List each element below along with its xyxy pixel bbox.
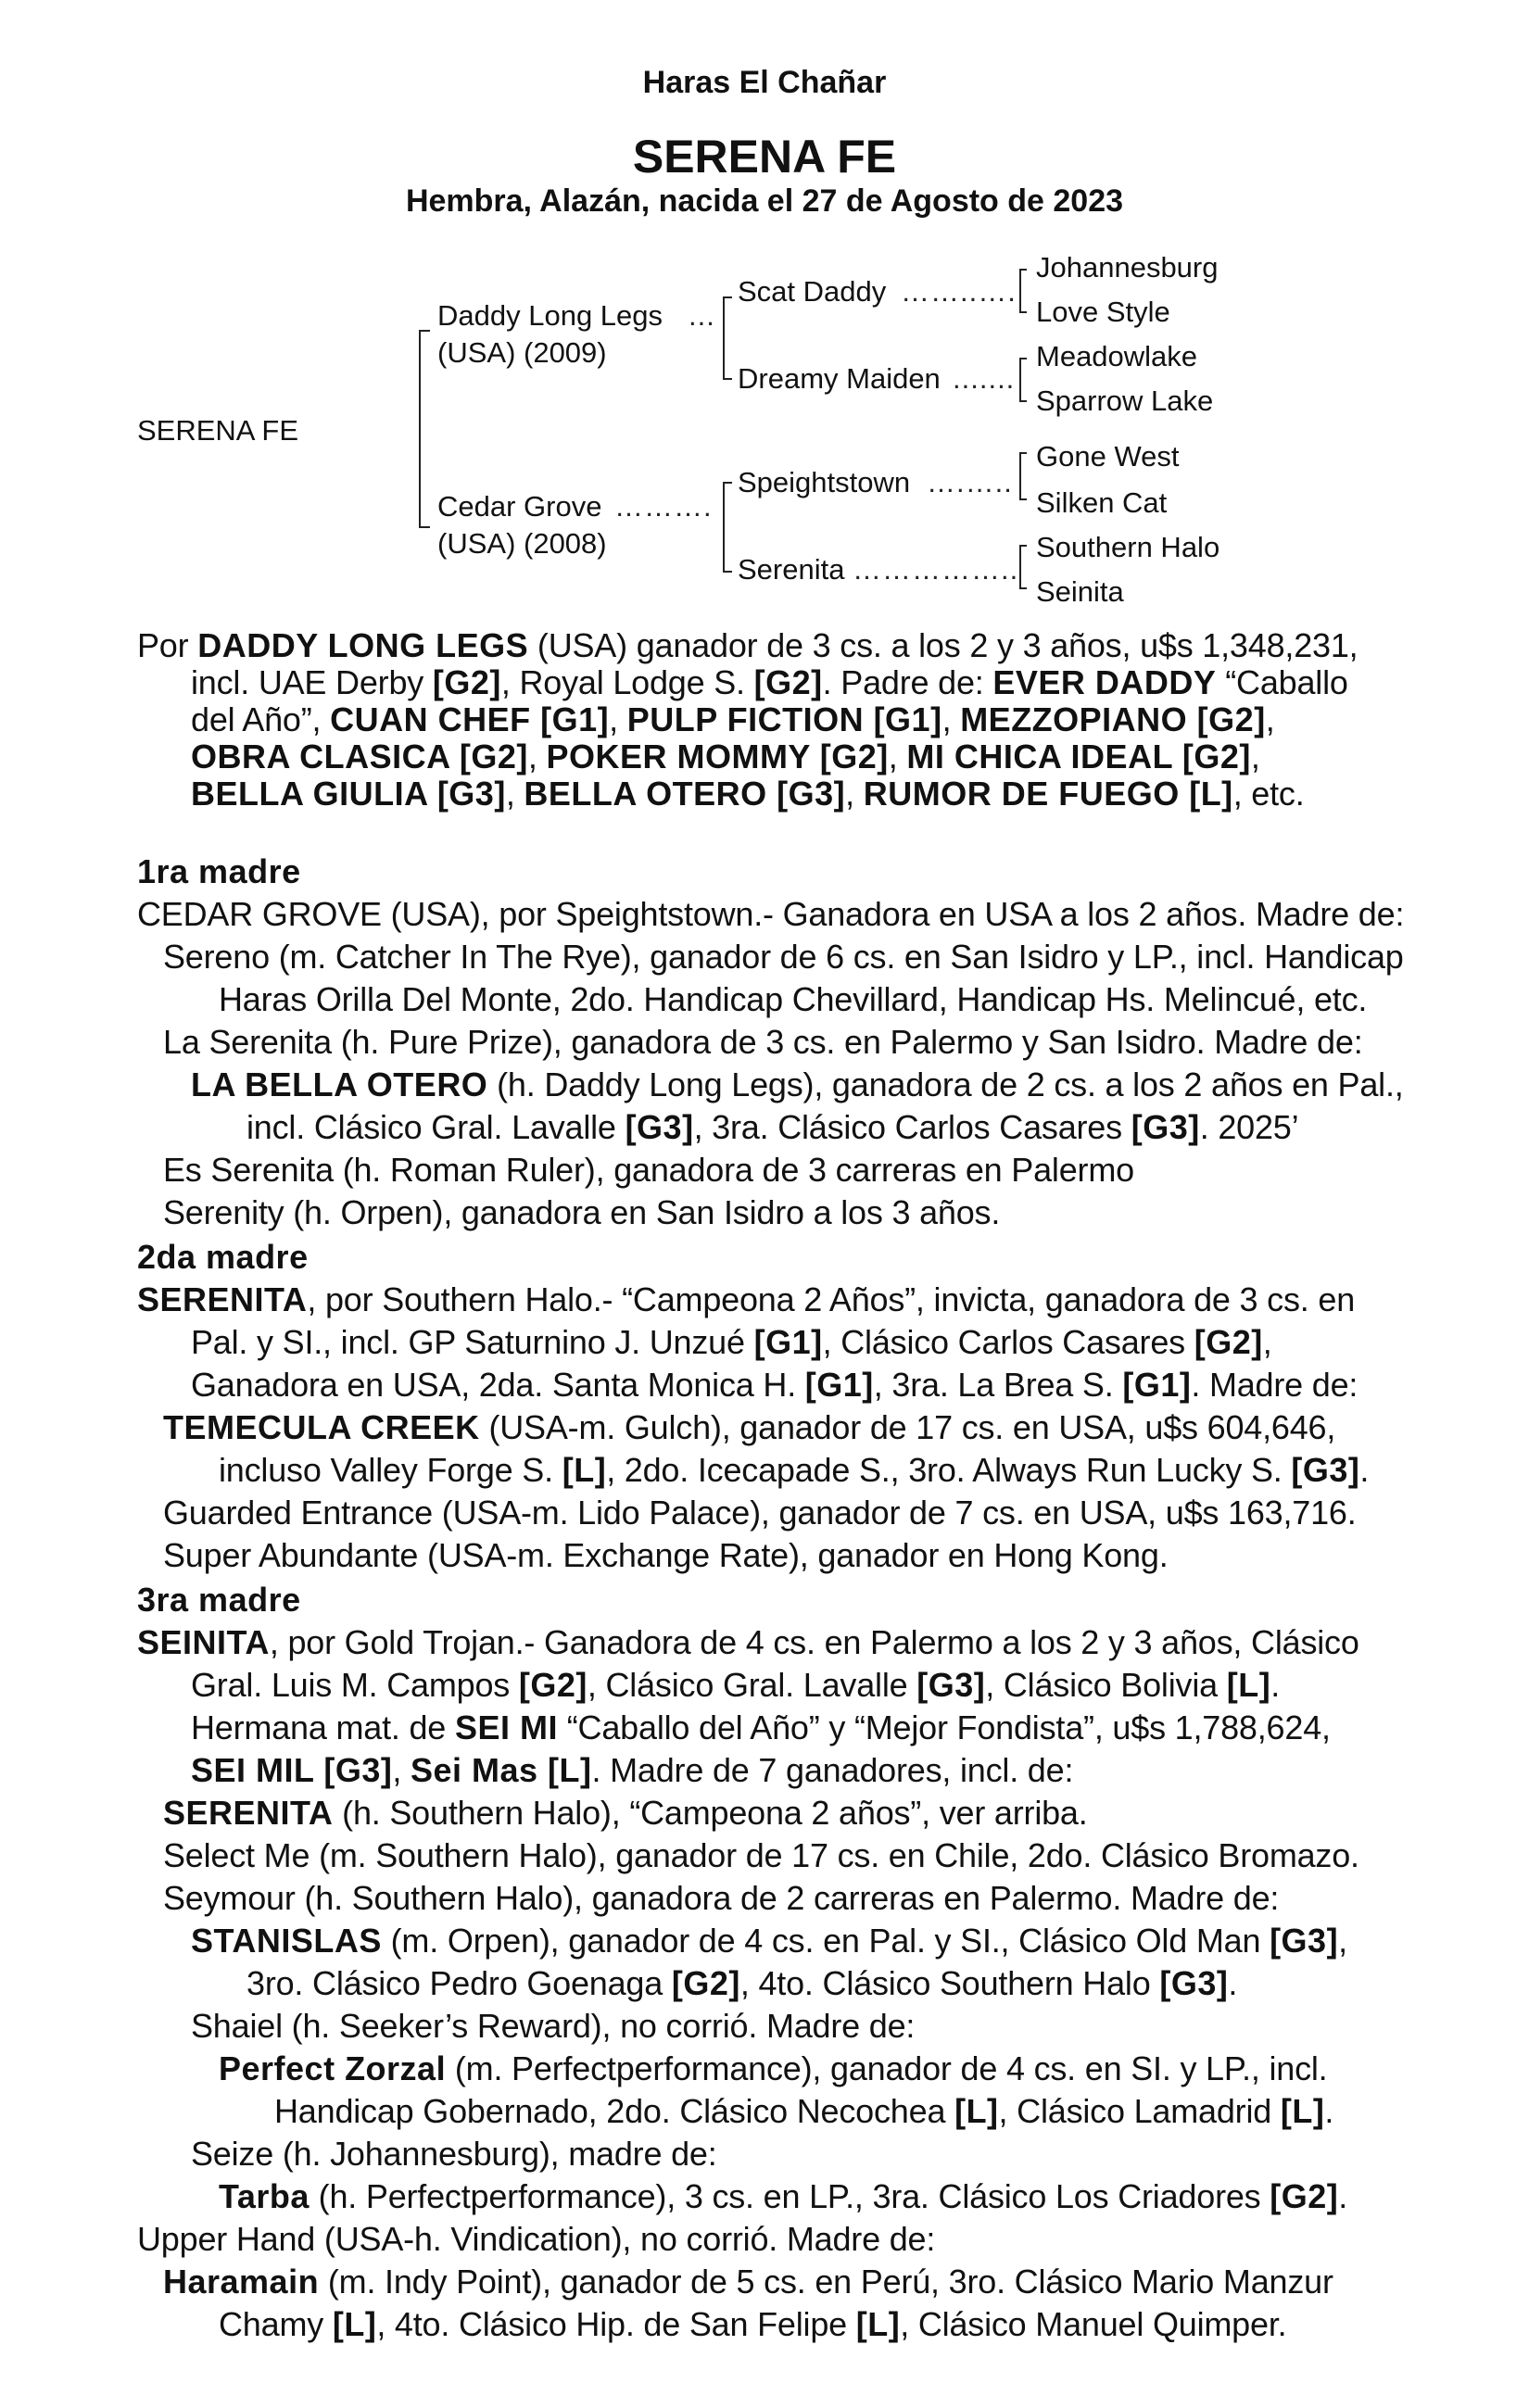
text-line: Gral. Luis M. Campos [G2], Clásico Gral. Lavalle [G3], Clásico Bolivia [L]. (191, 1666, 1281, 1704)
text-line: Haramain (m. Indy Point), ganador de 5 cs. en Perú, 3ro. Clásico Mario Manzur (163, 2263, 1333, 2301)
text-line: TEMECULA CREEK (USA-m. Gulch), ganador de 17 cs. en USA, u$s 604,646, (163, 1408, 1336, 1446)
text-line: Sereno (m. Catcher In The Rye), ganador de 6 cs. en San Isidro y LP., incl. Handicap (163, 938, 1404, 976)
bracket-line (723, 296, 732, 298)
bracket-line (1019, 358, 1021, 402)
text-line: SERENITA, por Southern Halo.- “Campeona 2 Años”, invicta, ganadora de 3 cs. en (137, 1280, 1356, 1318)
sire-name: Daddy Long Legs (437, 299, 663, 332)
text-line: Ganadora en USA, 2da. Santa Monica H. [G1], 3ra. La Brea S. [G1]. Madre de: (191, 1366, 1358, 1404)
bracket-line (1019, 400, 1027, 402)
text-line: Serenity (h. Orpen), ganadora en San Isidro a los 3 años. (163, 1193, 1001, 1231)
text-line: incl. UAE Derby [G2], Royal Lodge S. [G2]. Padre de: EVER DADDY “Caballo (191, 663, 1348, 701)
ggp-name: Seinita (1036, 575, 1124, 608)
bracket-line (723, 378, 732, 380)
text-line: BELLA GIULIA [G3], BELLA OTERO [G3], RUMOR DE FUEGO [L], etc. (191, 775, 1305, 813)
text-line: OBRA CLASICA [G2], POKER MOMMY [G2], MI CHICA IDEAL [G2], (191, 738, 1260, 775)
bracket-line (1019, 545, 1027, 547)
ggp-name: Sparrow Lake (1036, 385, 1214, 417)
sire-leader: ... (689, 299, 715, 332)
text-line: Chamy [L], 4to. Clásico Hip. de San Felipe [L], Clásico Manuel Quimper. (219, 2305, 1287, 2343)
bracket-line (1019, 587, 1027, 589)
sire-origin: (USA) (2009) (437, 336, 607, 369)
text-line: LA BELLA OTERO (h. Daddy Long Legs), ganadora de 2 cs. a los 2 años en Pal., (191, 1065, 1404, 1103)
text-line: Pal. y SI., incl. GP Saturnino J. Unzué [G1], Clásico Carlos Casares [G2], (191, 1323, 1272, 1361)
section-heading: 1ra madre (137, 852, 301, 890)
text-line: Guarded Entrance (USA-m. Lido Palace), ganador de 7 cs. en USA, u$s 163,716. (163, 1494, 1357, 1532)
bracket-line (1019, 311, 1027, 313)
bracket-line (1019, 452, 1021, 500)
bracket-line (723, 482, 725, 573)
bracket-line (723, 296, 725, 380)
text-line: Handicap Gobernado, 2do. Clásico Necochea [L], Clásico Lamadrid [L]. (274, 2092, 1334, 2130)
sire-dam-leader: ....... (953, 362, 1016, 395)
bracket-line (1019, 269, 1027, 271)
bracket-line (419, 330, 430, 332)
sire-sire-name: Scat Daddy (738, 275, 887, 308)
dam-leader: ………. (614, 490, 713, 523)
section-heading: 3ra madre (137, 1581, 301, 1619)
ggp-name: Southern Halo (1036, 531, 1220, 563)
dam-sire-leader: ….….. (927, 466, 1013, 498)
bracket-line (1019, 545, 1021, 589)
bracket-line (1019, 358, 1027, 359)
text-line: Perfect Zorzal (m. Perfectperformance), ganador de 4 cs. en SI. y LP., incl. (219, 2049, 1328, 2087)
horse-name: SERENA FE (632, 131, 897, 183)
ggp-name: Gone West (1036, 440, 1180, 473)
text-line: Seymour (h. Southern Halo), ganadora de 2 carreras en Palermo. Madre de: (163, 1879, 1280, 1917)
dam-dam-leader: …………….. (853, 553, 1019, 586)
bracket-line (419, 330, 421, 528)
text-line: SEINITA, por Gold Trojan.- Ganadora de 4 cs. en Palermo a los 2 y 3 años, Clásico (137, 1623, 1359, 1661)
ggp-name: Johannesburg (1036, 251, 1219, 284)
text-line: Upper Hand (USA-h. Vindication), no corrió. Madre de: (137, 2220, 936, 2258)
ggp-name: Meadowlake (1036, 340, 1198, 372)
farm-name: Haras El Chañar (642, 65, 887, 100)
bracket-line (723, 482, 732, 484)
bracket-line (419, 526, 430, 528)
ggp-name: Silken Cat (1036, 486, 1168, 519)
text-line: Shaiel (h. Seeker’s Reward), no corrió. Madre de: (191, 2007, 916, 2045)
sire-sire-leader: ……..…. (901, 275, 1017, 308)
text-line: incl. Clásico Gral. Lavalle [G3], 3ra. Clásico Carlos Casares [G3]. 2025’ (246, 1108, 1299, 1146)
dam-sire-name: Speightstown (738, 466, 911, 498)
dam-dam-name: Serenita (738, 553, 845, 586)
bracket-line (1019, 452, 1027, 454)
text-line: STANISLAS (m. Orpen), ganador de 4 cs. en Pal. y SI., Clásico Old Man [G3], (191, 1922, 1347, 1960)
text-line: Es Serenita (h. Roman Ruler), ganadora de 3 carreras en Palermo (163, 1151, 1134, 1189)
text-line: Seize (h. Johannesburg), madre de: (191, 2135, 717, 2173)
horse-description: Hembra, Alazán, nacida el 27 de Agosto de 2023 (405, 183, 1124, 219)
text-line: 3ro. Clásico Pedro Goenaga [G2], 4to. Clásico Southern Halo [G3]. (246, 1964, 1238, 2002)
text-line: Tarba (h. Perfectperformance), 3 cs. en LP., 3ra. Clásico Los Criadores [G2]. (219, 2177, 1348, 2215)
ggp-name: Love Style (1036, 296, 1170, 328)
text-line: Super Abundante (USA-m. Exchange Rate), ganador en Hong Kong. (163, 1536, 1169, 1574)
text-line: SEI MIL [G3], Sei Mas [L]. Madre de 7 ganadores, incl. de: (191, 1751, 1074, 1789)
section-heading: 2da madre (137, 1238, 309, 1276)
dam-origin: (USA) (2008) (437, 527, 607, 560)
text-line: CEDAR GROVE (USA), por Speightstown.- Ganadora en USA a los 2 años. Madre de: (137, 895, 1405, 933)
text-line: Por DADDY LONG LEGS (USA) ganador de 3 cs. a los 2 y 3 años, u$s 1,348,231, (137, 626, 1358, 664)
bracket-line (1019, 498, 1027, 500)
bracket-line (723, 571, 732, 573)
text-line: Haras Orilla Del Monte, 2do. Handicap Chevillard, Handicap Hs. Melincué, etc. (219, 980, 1368, 1018)
text-line: Hermana mat. de SEI MI “Caballo del Año” y “Mejor Fondista”, u$s 1,788,624, (191, 1708, 1331, 1746)
text-line: La Serenita (h. Pure Prize), ganadora de 3 cs. en Palermo y San Isidro. Madre de: (163, 1023, 1363, 1061)
text-line: Select Me (m. Southern Halo), ganador de 17 cs. en Chile, 2do. Clásico Bromazo. (163, 1836, 1359, 1874)
text-line: del Año”, CUAN CHEF [G1], PULP FICTION [G1], MEZZOPIANO [G2], (191, 700, 1275, 738)
text-line: incluso Valley Forge S. [L], 2do. Icecapade S., 3ro. Always Run Lucky S. [G3]. (219, 1451, 1370, 1489)
bracket-line (1019, 269, 1021, 313)
pedigree-subject: SERENA FE (137, 414, 298, 447)
dam-name: Cedar Grove (437, 490, 602, 523)
sire-dam-name: Dreamy Maiden (738, 362, 941, 395)
text-line: SERENITA (h. Southern Halo), “Campeona 2 años”, ver arriba. (163, 1794, 1088, 1832)
